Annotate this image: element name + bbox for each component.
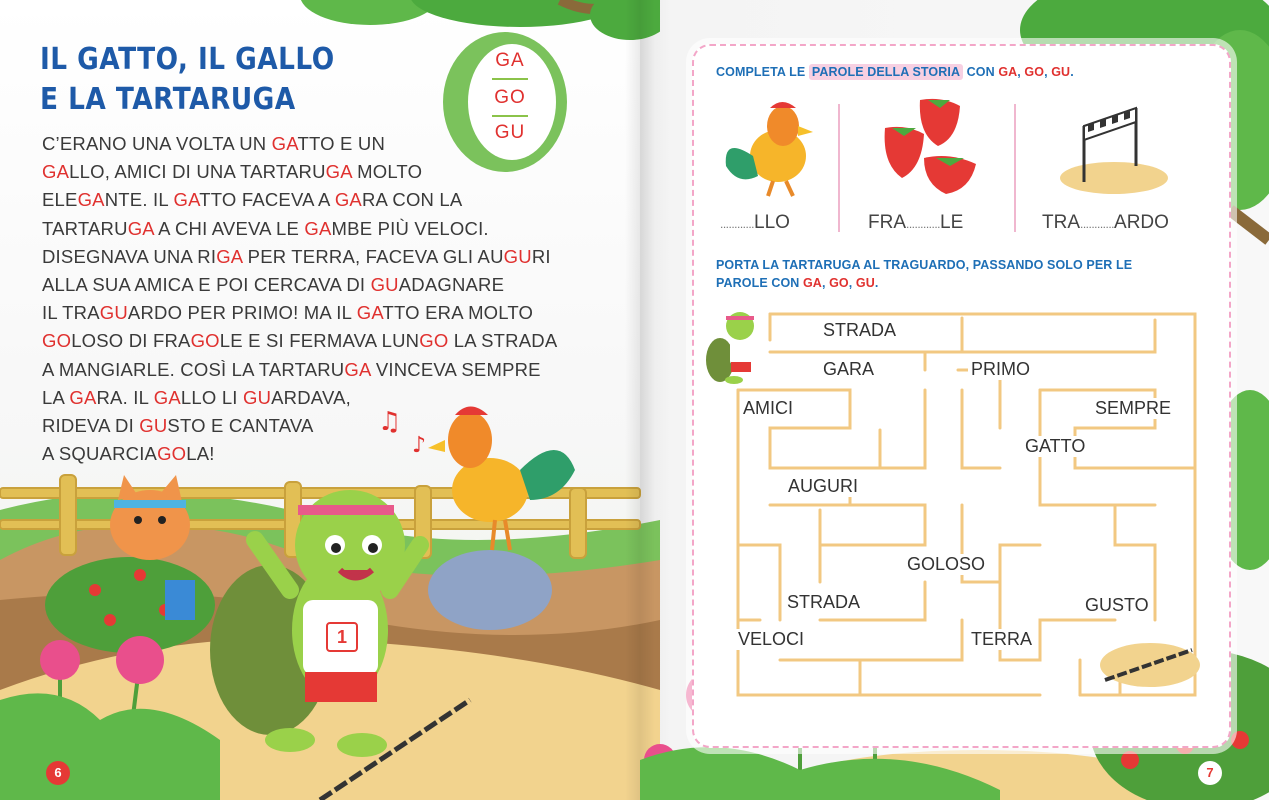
highlight-syllable: GU bbox=[370, 274, 399, 296]
story-line bbox=[42, 243, 602, 271]
maze-word: SEMPRE bbox=[1092, 398, 1174, 419]
runner-bib-number: 1 bbox=[326, 622, 358, 652]
story-line bbox=[42, 158, 602, 186]
story-segment: IL TRA bbox=[42, 302, 100, 324]
blank[interactable]: ............ bbox=[906, 217, 941, 231]
fill-word-part: TRA bbox=[1042, 212, 1080, 233]
story-segment: LA bbox=[42, 386, 70, 408]
story-segment: ALLA SUA AMICA E POI CERCAVA DI bbox=[42, 274, 371, 296]
story-line bbox=[42, 327, 602, 355]
story-segment: STO E CANTAVA bbox=[167, 415, 314, 437]
story-segment: PER TERRA, FACEVA GLI AU bbox=[242, 245, 504, 267]
blank[interactable]: ............ bbox=[1080, 217, 1115, 231]
instruction-text: . bbox=[874, 276, 879, 290]
highlight-syllable: GA bbox=[153, 386, 181, 408]
story-line bbox=[42, 440, 602, 468]
syllable-gu: GU bbox=[855, 276, 875, 290]
highlight-syllable: GA bbox=[42, 161, 70, 183]
highlight-syllable: GO bbox=[157, 443, 187, 465]
story-segment: ARDAVA, bbox=[271, 386, 352, 408]
story-segment: LE E SI FERMAVA LUN bbox=[219, 330, 420, 352]
highlight-syllable: GA bbox=[344, 358, 371, 380]
highlight-syllable: GA bbox=[334, 189, 362, 211]
maze-word: GATTO bbox=[1022, 436, 1088, 457]
highlight-syllable: GO bbox=[419, 330, 449, 352]
fill-word-gallo bbox=[720, 212, 790, 234]
maze-word: VELOCI bbox=[735, 629, 807, 650]
story-segment: RA CON LA bbox=[361, 189, 463, 211]
instruction-tag: PAROLE DELLA STORIA bbox=[809, 64, 963, 80]
story-segment: LOSO DI FRA bbox=[71, 330, 191, 352]
rooster-icon bbox=[718, 96, 818, 200]
syllable-go: GO bbox=[1024, 65, 1045, 79]
fill-word-traguardo bbox=[1042, 212, 1169, 234]
instruction-text: CON bbox=[963, 65, 999, 79]
story-segment: NTE. IL bbox=[104, 189, 174, 211]
story-segment: A MANGIARLE. COSÌ LA TARTARU bbox=[42, 358, 345, 380]
story-segment: TTO FACEVA A bbox=[199, 189, 335, 211]
highlight-syllable: GU bbox=[99, 302, 128, 324]
highlight-syllable: GA bbox=[271, 133, 298, 154]
rock-icon bbox=[428, 550, 552, 630]
fill-word-part: LE bbox=[940, 212, 964, 233]
syllable-divider bbox=[492, 78, 528, 80]
highlight-syllable: GU bbox=[242, 386, 272, 408]
turtle-icon bbox=[706, 312, 754, 384]
highlight-syllable: GA bbox=[173, 189, 200, 211]
page-number-left: 6 bbox=[46, 761, 70, 785]
story-segment: LA! bbox=[186, 443, 215, 465]
story-line bbox=[42, 384, 602, 412]
instruction-text: COMPLETA LE bbox=[716, 65, 809, 79]
story-line bbox=[42, 412, 602, 440]
column-divider bbox=[838, 104, 840, 232]
story-segment: ELE bbox=[42, 189, 78, 211]
title-line: E LA TARTARUGA bbox=[40, 82, 296, 117]
story-segment: LLO, AMICI DI UNA TARTARU bbox=[69, 161, 326, 183]
story-segment: RA. IL bbox=[96, 386, 154, 408]
highlight-syllable: GA bbox=[304, 217, 332, 239]
blank[interactable]: ............ bbox=[720, 217, 755, 231]
highlight-syllable: GU bbox=[503, 245, 532, 267]
syllable-ga: GA bbox=[495, 50, 525, 71]
column-divider bbox=[1014, 104, 1016, 232]
story-segment: TTO E UN bbox=[297, 133, 386, 154]
story-segment: LLO LI bbox=[180, 386, 243, 408]
fill-word-part: ARDO bbox=[1114, 212, 1169, 233]
story-segment: RIDEVA DI bbox=[42, 415, 140, 437]
instruction-text: . bbox=[1070, 65, 1074, 79]
maze-word: STRADA bbox=[820, 320, 899, 341]
music-note-icon: ♪ bbox=[412, 433, 427, 458]
page-number-right: 7 bbox=[1198, 761, 1222, 785]
highlight-syllable: GA bbox=[77, 189, 105, 211]
title-line: IL GATTO, IL GALLO bbox=[40, 42, 335, 77]
maze-word: STRADA bbox=[784, 592, 863, 613]
maze-word: AUGURI bbox=[785, 476, 861, 497]
story-segment: TARTARU bbox=[42, 217, 128, 239]
fill-word-part: LLO bbox=[754, 212, 790, 233]
story-segment: C’ERANO UNA VOLTA UN bbox=[42, 133, 272, 154]
highlight-syllable: GA bbox=[356, 302, 383, 324]
story-segment: DISEGNAVA UNA RI bbox=[42, 245, 217, 267]
syllable-gu: GU bbox=[1051, 65, 1071, 79]
maze-word: AMICI bbox=[740, 398, 796, 419]
story-segment: ADAGNARE bbox=[398, 274, 505, 296]
music-note-icon: ♫ bbox=[378, 407, 402, 437]
maze-word: GOLOSO bbox=[904, 554, 988, 575]
finish-line-icon bbox=[1058, 98, 1170, 196]
maze-word: GARA bbox=[820, 359, 877, 380]
story-line bbox=[42, 215, 602, 243]
instruction-text: PAROLE CON bbox=[716, 276, 803, 290]
instruction-text: PORTA LA TARTARUGA AL TRAGUARDO, PASSANDO SOLO PER LE bbox=[716, 258, 1133, 272]
story-segment: TTO ERA MOLTO bbox=[382, 302, 534, 324]
story-segment: ARDO PER PRIMO! MA IL bbox=[127, 302, 357, 324]
story-line bbox=[42, 186, 602, 214]
instruction-complete: COMPLETA LE PAROLE DELLA STORIA CON GA, GO, GU. bbox=[716, 65, 1074, 79]
maze-word: TERRA bbox=[968, 629, 1035, 650]
fill-word-fragole bbox=[868, 212, 963, 234]
story-segment: MOLTO bbox=[351, 161, 423, 183]
maze-word: GUSTO bbox=[1082, 595, 1152, 616]
highlight-syllable: GA bbox=[325, 161, 352, 183]
story-line bbox=[42, 299, 602, 327]
instruction-maze: PORTA LA TARTARUGA AL TRAGUARDO, PASSANDO SOLO PER LE PAROLE CON GA, GO, GU. bbox=[716, 258, 1133, 290]
highlight-syllable: GO bbox=[190, 330, 220, 352]
fill-word-part: FRA bbox=[868, 212, 906, 233]
maze-word: PRIMO bbox=[968, 359, 1033, 380]
story-segment: A SQUARCIA bbox=[42, 443, 158, 465]
highlight-syllable: GA bbox=[127, 217, 154, 239]
story-segment: A CHI AVEVA LE bbox=[153, 217, 305, 239]
highlight-syllable: GO bbox=[42, 330, 72, 352]
highlight-syllable: GA bbox=[216, 245, 243, 267]
story-segment: RI bbox=[531, 245, 551, 267]
syllable-go: GO bbox=[494, 87, 526, 108]
syllable-gu: GU bbox=[494, 122, 526, 143]
story-segment: LA STRADA bbox=[448, 330, 558, 352]
story-line bbox=[42, 130, 602, 158]
story-segment: MBE PIÙ VELOCI. bbox=[331, 217, 489, 239]
story-line bbox=[42, 271, 602, 299]
highlight-syllable: GU bbox=[139, 415, 168, 437]
highlight-syllable: GA bbox=[69, 386, 97, 408]
syllable-divider bbox=[492, 115, 528, 117]
syllable-ga: GA bbox=[998, 65, 1018, 79]
maze[interactable] bbox=[700, 300, 1210, 720]
story-line bbox=[42, 356, 602, 384]
story-segment: VINCEVA SEMPRE bbox=[370, 358, 541, 380]
page-title bbox=[40, 40, 335, 120]
syllable-ga: GA bbox=[802, 276, 822, 290]
syllable-go: GO bbox=[829, 276, 849, 290]
strawberries-icon bbox=[880, 98, 980, 196]
story-text bbox=[42, 130, 602, 468]
